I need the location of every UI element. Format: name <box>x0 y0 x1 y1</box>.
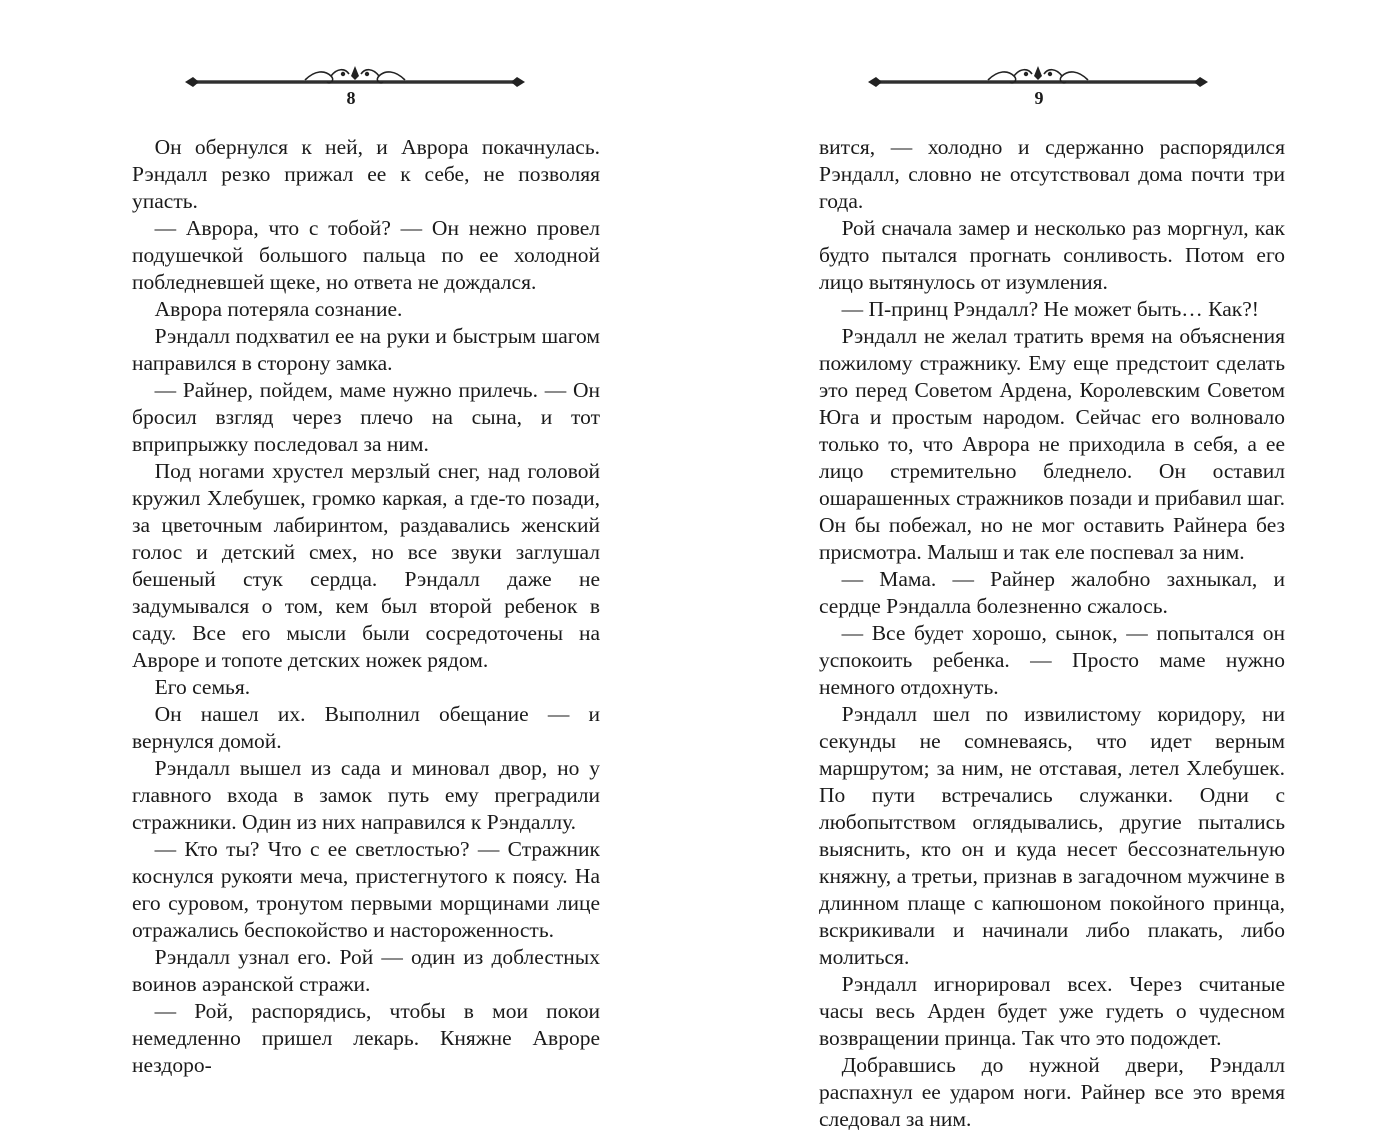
paragraph: Он обернулся к ней, и Аврора покачнулась. Рэндалл резко прижал ее к себе, не позволяя упасть. <box>132 135 600 213</box>
paragraph: Рэндалл вышел из сада и миновал двор, но у главного входа в замок путь ему преградили стражники. Один из них направился к Рэндаллу. <box>132 756 600 834</box>
paragraph: — Рой, распорядись, чтобы в мои покои немедленно пришел лекарь. Княжне Авроре нездоро- <box>132 999 600 1077</box>
paragraph: вится, — холодно и сдержанно распорядился Рэндалл, словно не отсутствовал дома почти три года. <box>819 135 1285 213</box>
body-text <box>819 134 1285 1133</box>
right-page <box>696 0 1393 1131</box>
paragraph: Под ногами хрустел мерзлый снег, над головой кружил Хлебушек, громко каркая, а где-то позади, за цветочным лабиринтом, раздавались женский голос и детский смех, но все звуки заглушал бешеный стук сердца. Рэндалл даже не задумывался о том, кем был второй ребенок в саду. Все его мысли были сосредоточены на Авроре и топоте детских ножек рядом. <box>132 459 600 672</box>
page-number: 9 <box>1034 88 1044 108</box>
paragraph: Рэндалл шел по извилистому коридору, ни секунды не сомневаясь, что идет верным маршрутом; за ним, не отставая, летел Хлебушек. По пути встречались служанки. Одни с любопытством оглядывались, другие пытались выяснить, кто он и куда несет бессознательную княжну, а третьи, признав в загадочном мужчине в длинном плаще с капюшоном покойного принца, вскрикивали и начинали либо плакать, либо молиться. <box>819 702 1285 969</box>
paragraph: Рэндалл подхватил ее на руки и быстрым шагом направился в сторону замка. <box>132 324 600 375</box>
paragraph: Его семья. <box>154 675 251 699</box>
left-page <box>0 0 696 1125</box>
paragraph: — П-принц Рэндалл? Не может быть… Как?! <box>841 297 1259 321</box>
paragraph: Рэндалл узнал его. Рой — один из доблестных воинов аэранской стражи. <box>132 945 600 996</box>
paragraph: — Кто ты? Что с ее светлостью? — Стражник коснулся рукояти меча, пристегнутого к поясу. На его суровом, тронутом первыми морщинами лице отражались беспокойство и настороженность. <box>132 837 600 942</box>
paragraph: Аврора потеряла сознание. <box>154 297 403 321</box>
paragraph: — Все будет хорошо, сынок, — попытался он успокоить ребенка. — Просто маме нужно немного отдохнуть. <box>819 621 1285 699</box>
paragraph: Рэндалл не желал тратить время на объяснения пожилому стражнику. Ему еще предстоит сделать это перед Советом Ардена, Королевским Советом Юга и простым народом. Сейчас его волновало только то, что Аврора не приходила в себя, а ее лицо стремительно бледнело. Он оставил ошарашенных стражников позади и прибавил шаг. Он бы побежал, но не мог оставить Райнера без присмотра. Малыш и так еле поспевал за ним. <box>819 324 1285 564</box>
paragraph: — Райнер, пойдем, маме нужно прилечь. — Он бросил взгляд через плечо на сына, и тот вприпрыжку последовал за ним. <box>132 378 600 456</box>
page-number: 8 <box>346 88 356 108</box>
paragraph: — Аврора, что с тобой? — Он нежно провел подушечкой большого пальца по ее холодной побледневшей щеке, но ответа не дождался. <box>132 216 600 294</box>
paragraph: — Мама. — Райнер жалобно захныкал, и сердце Рэндалла болезненно сжалось. <box>819 567 1285 618</box>
paragraph: Он нашел их. Выполнил обещание — и вернулся домой. <box>132 702 600 753</box>
paragraph: Добравшись до нужной двери, Рэндалл распахнул ее ударом ноги. Райнер все это время следовал за ним. <box>819 1053 1285 1131</box>
paragraph: Рэндалл игнорировал всех. Через считаные часы весь Арден будет уже гудеть о чудесном возвращении принца. Так что это подождет. <box>819 972 1285 1050</box>
body-text <box>132 134 600 1079</box>
paragraph: Рой сначала замер и несколько раз моргнул, как будто пытался прогнать сонливость. Потом его лицо вытянулось от изумления. <box>819 216 1285 294</box>
